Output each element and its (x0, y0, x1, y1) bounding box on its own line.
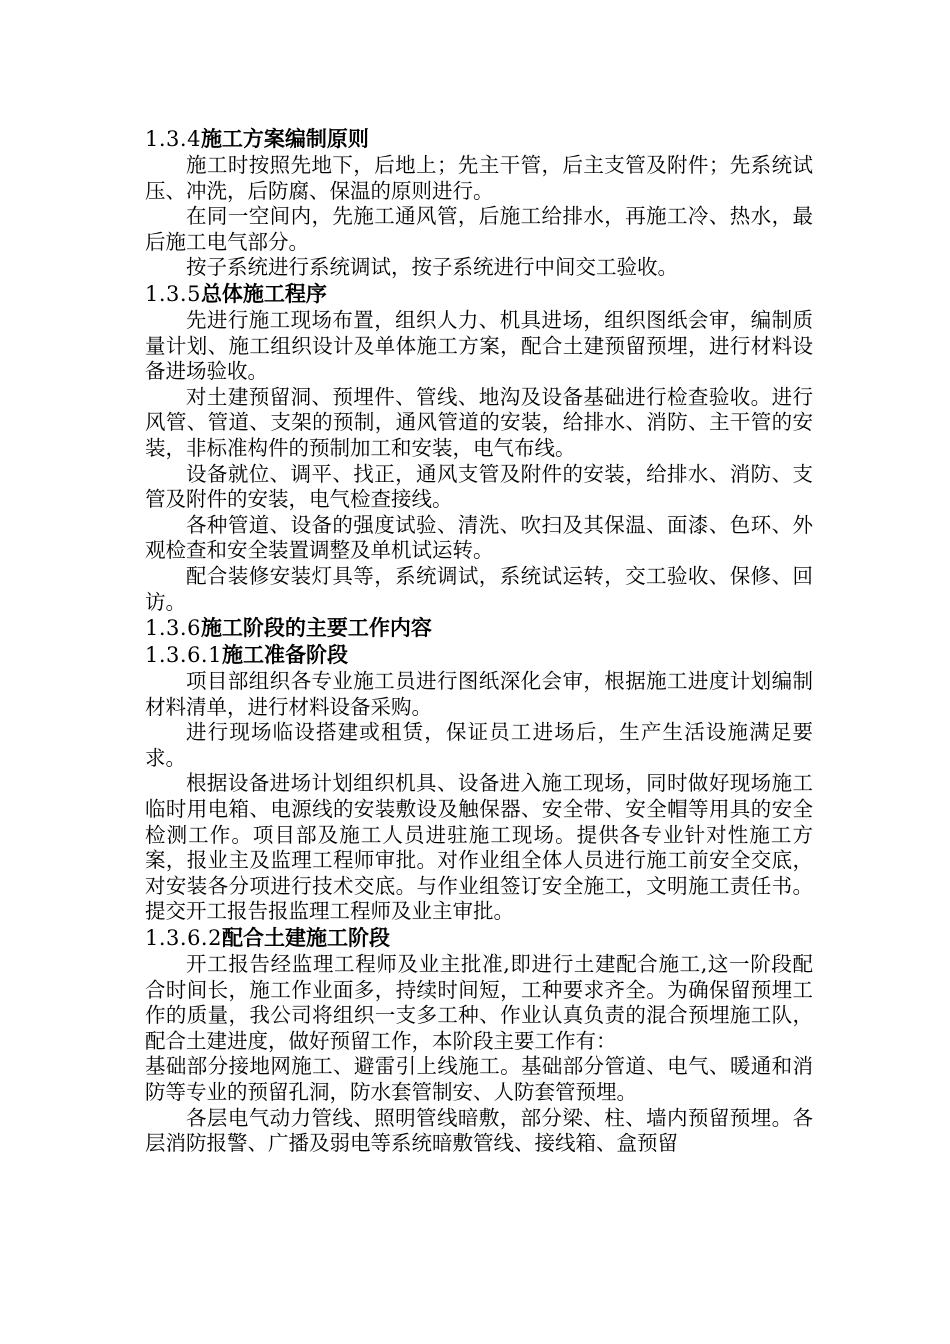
paragraph: 根据设备进场计划组织机具、设备进入施工现场，同时做好现场施工临时用电箱、电源线的安装敷设及触保器、安全带、安全帽等用具的安全检测工作。项目部及施工人员进驻施工现场。提供各专业针对性施工方案，报业主及监理工程师审批。对作业组全体人员进行施工前安全交底，对安装各分项进行技术交底。与作业组签订安全施工，文明施工责任书。提交开工报告报监理工程师及业主审批。 (145, 771, 813, 924)
section-number: 1.3.6 (145, 616, 201, 641)
paragraph: 在同一空间内，先施工通风管，后施工给排水，再施工冷、热水，最后施工电气部分。 (145, 204, 813, 254)
document-body (145, 126, 813, 1157)
paragraph: 进行现场临设搭建或租赁，保证员工进场后，生产生活设施满足要求。 (145, 720, 813, 770)
paragraph: 项目部组织各专业施工员进行图纸深化会审，根据施工进度计划编制材料清单，进行材料设备采购。 (145, 669, 813, 719)
section-title: 施工阶段的主要工作内容 (200, 616, 432, 641)
paragraph: 各种管道、设备的强度试验、清洗、吹扫及其保温、面漆、色环、外观检查和安全装置调整及单机试运转。 (145, 512, 813, 563)
paragraph: 配合装修安装灯具等，系统调试，系统试运转，交工验收、保修、回访。 (145, 563, 813, 614)
section-heading-1-3-6 (145, 615, 813, 642)
section-number: 1.3.6.1 (145, 643, 222, 668)
section-heading-1-3-5 (145, 281, 813, 308)
section-number: 1.3.5 (145, 281, 201, 306)
paragraph: 各层电气动力管线、照明管线暗敷，部分梁、柱、墙内预留预埋。各层消防报警、广播及弱电等系统暗敷管线、接线箱、盒预留 (145, 1105, 813, 1156)
paragraph: 开工报告经监理工程师及业主批准,即进行土建配合施工,这一阶段配合时间长，施工作业面多，持续时间短，工种要求齐全。为确保留预埋工作的质量，我公司将组织一支多工种、作业认真负责的混合预埋施工队，配合土建进度，做好预留工作，本阶段主要工作有： (145, 952, 813, 1053)
section-number: 1.3.4 (145, 127, 201, 151)
section-heading-1-3-6-1 (145, 642, 813, 669)
paragraph: 施工时按照先地下，后地上；先主干管，后主支管及附件；先系统试压、冲洗，后防腐、保温的原则进行。 (145, 153, 813, 203)
section-number: 1.3.6.2 (145, 926, 222, 951)
paragraph: 先进行施工现场布置，组织人力、机具进场，组织图纸会审，编制质量计划、施工组织设计及单体施工方案，配合土建预留预埋，进行材料设备进场验收。 (145, 307, 813, 384)
section-title: 施工准备阶段 (221, 643, 348, 668)
paragraph: 对土建预留洞、预埋件、管线、地沟及设备基础进行检查验收。进行风管、管道、支架的预制，通风管道的安装，给排水、消防、主干管的安装，非标准构件的预制加工和安装，电气布线。 (145, 384, 813, 460)
paragraph: 设备就位、调平、找正，通风支管及附件的安装，给排水、消防、支管及附件的安装，电气检查接线。 (145, 461, 813, 512)
section-title: 总体施工程序 (200, 281, 327, 306)
section-heading-1-3-4 (145, 126, 813, 153)
paragraph: 按子系统进行系统调试，按子系统进行中间交工验收。 (186, 255, 678, 280)
section-title: 施工方案编制原则 (200, 127, 369, 151)
section-title: 配合土建施工阶段 (221, 926, 390, 951)
section-heading-1-3-6-2 (145, 925, 813, 952)
paragraph-unindented: 基础部分接地网施工、避雷引上线施工。基础部分管道、电气、暖通和消防等专业的预留孔洞，防水套管制安、人防套管预埋。 (145, 1054, 813, 1104)
